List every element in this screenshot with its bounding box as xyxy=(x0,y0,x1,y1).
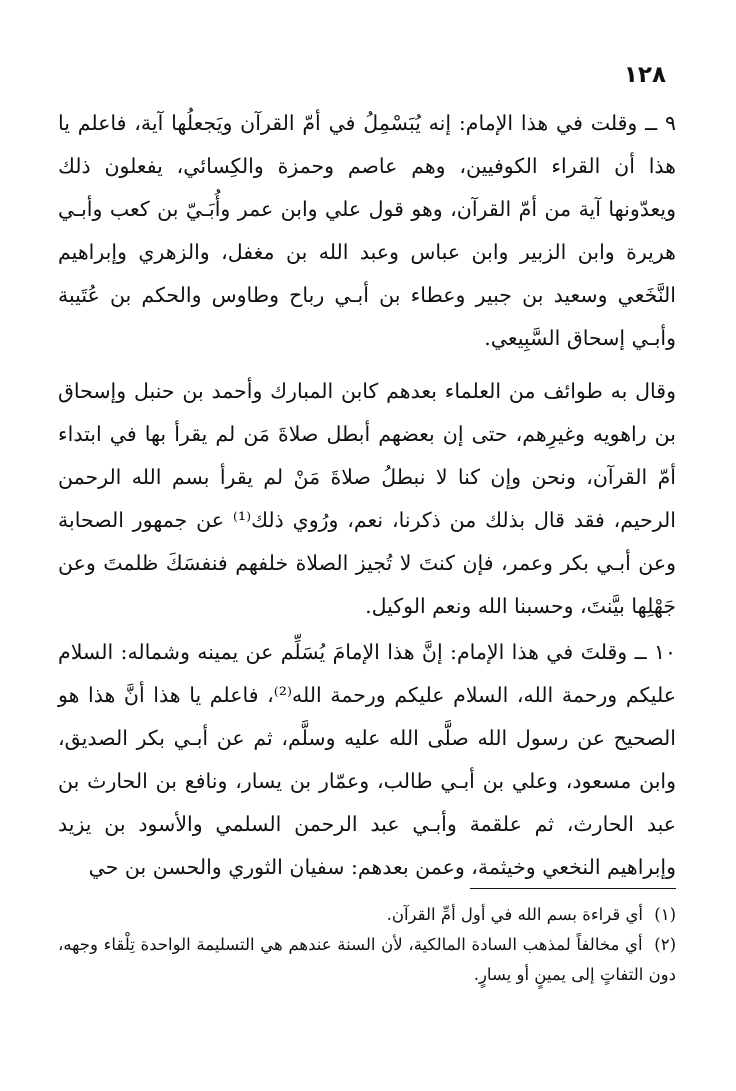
page-number: ١٢٨ xyxy=(623,62,666,88)
footnote-2-text: أي مخالفاً لمذهب السادة المالكية، لأن السنة عندهم هي التسليمة الواحدة تِلْقاء وجهه، دون التفاتٍ إلى يمينٍ أو يسارٍ. xyxy=(58,935,676,984)
footnote-1-number: (١) xyxy=(654,905,676,924)
footnote-2-number: (٢) xyxy=(654,935,676,954)
footnote-2 xyxy=(58,930,676,990)
footnotes xyxy=(58,900,676,990)
footnote-1-text: أي قراءة بسم الله في أول أمِّ القرآن. xyxy=(386,905,643,924)
paragraph-10-taslim: ١٠ ــ وقلتَ في هذا الإمام: إنَّ هذا الإمامَ يُسَلِّم عن يمينه وشماله: السلام عليكم ورحمة الله، السلام عليكم ورحمة الله⁽²⁾، فاعلم يا هذا أنَّ هذا هو الصحيح عن رسول الله صلَّى الله عليه وسلَّم، ثم عن أبـي بكر الصديق، وابن مسعود، وعلي بن أبـي طالب، وعمّار بن يسار، ونافع بن الحارث بن عبد الحارث، ثم علقمة وأبـي عبد الرحمن السلمي والأسود بن يزيد وإبراهيم النخعي وخيثمة، وعمن بعدهم: سفيان الثوري والحسن بن حي xyxy=(58,640,676,879)
footnote-separator xyxy=(470,888,676,889)
paragraph-9-basmala: ٩ ــ وقلت في هذا الإمام: إنه يُبَسْمِلُ في أمّ القرآن ويَجعلُها آية، فاعلم يا هذا أن القراء الكوفيين، وهم عاصم وحمزة والكِسائي، يفعلون ذلك ويعدّونها آية من أمّ القرآن، وهو قول علي وابن عمر وأُبَـيّ بن كعب وأبـي هريرة وابن الزبير وابن عباس وعبد الله بن مغفل، والزهري وإبراهيم النَّخَعي وسعيد بن جبير وعطاء بن أبـي رباح وطاوس والحكم بن عُتَيبة وأبـي إسحاق السَّبِيعي. xyxy=(58,111,676,350)
paragraph-scholars: وقال به طوائف من العلماء بعدهم كابن المبارك وأحمد بن حنبل وإسحاق بن راهويه وغيرِهم، حتى إن بعضهم أبطل صلاةَ مَن لم يقرأ بها في ابتداء أمّ القرآن، ونحن وإن كنا لا نبطلُ صلاةَ مَنْ لم يقرأ بسم الله الرحمن الرحيم، فقد قال بذلك من ذكرنا، نعم، ورُوي ذلك⁽¹⁾ عن جمهور الصحابة وعن أبـي بكر وعمر، فإن كنتَ لا تُجيز الصلاة خلفهم فنفسَكَ ظلمتَ وعن جَهْلِها بيَّنتَ، وحسبنا الله ونعم الوكيل. xyxy=(58,379,676,618)
footnote-1 xyxy=(58,900,676,930)
